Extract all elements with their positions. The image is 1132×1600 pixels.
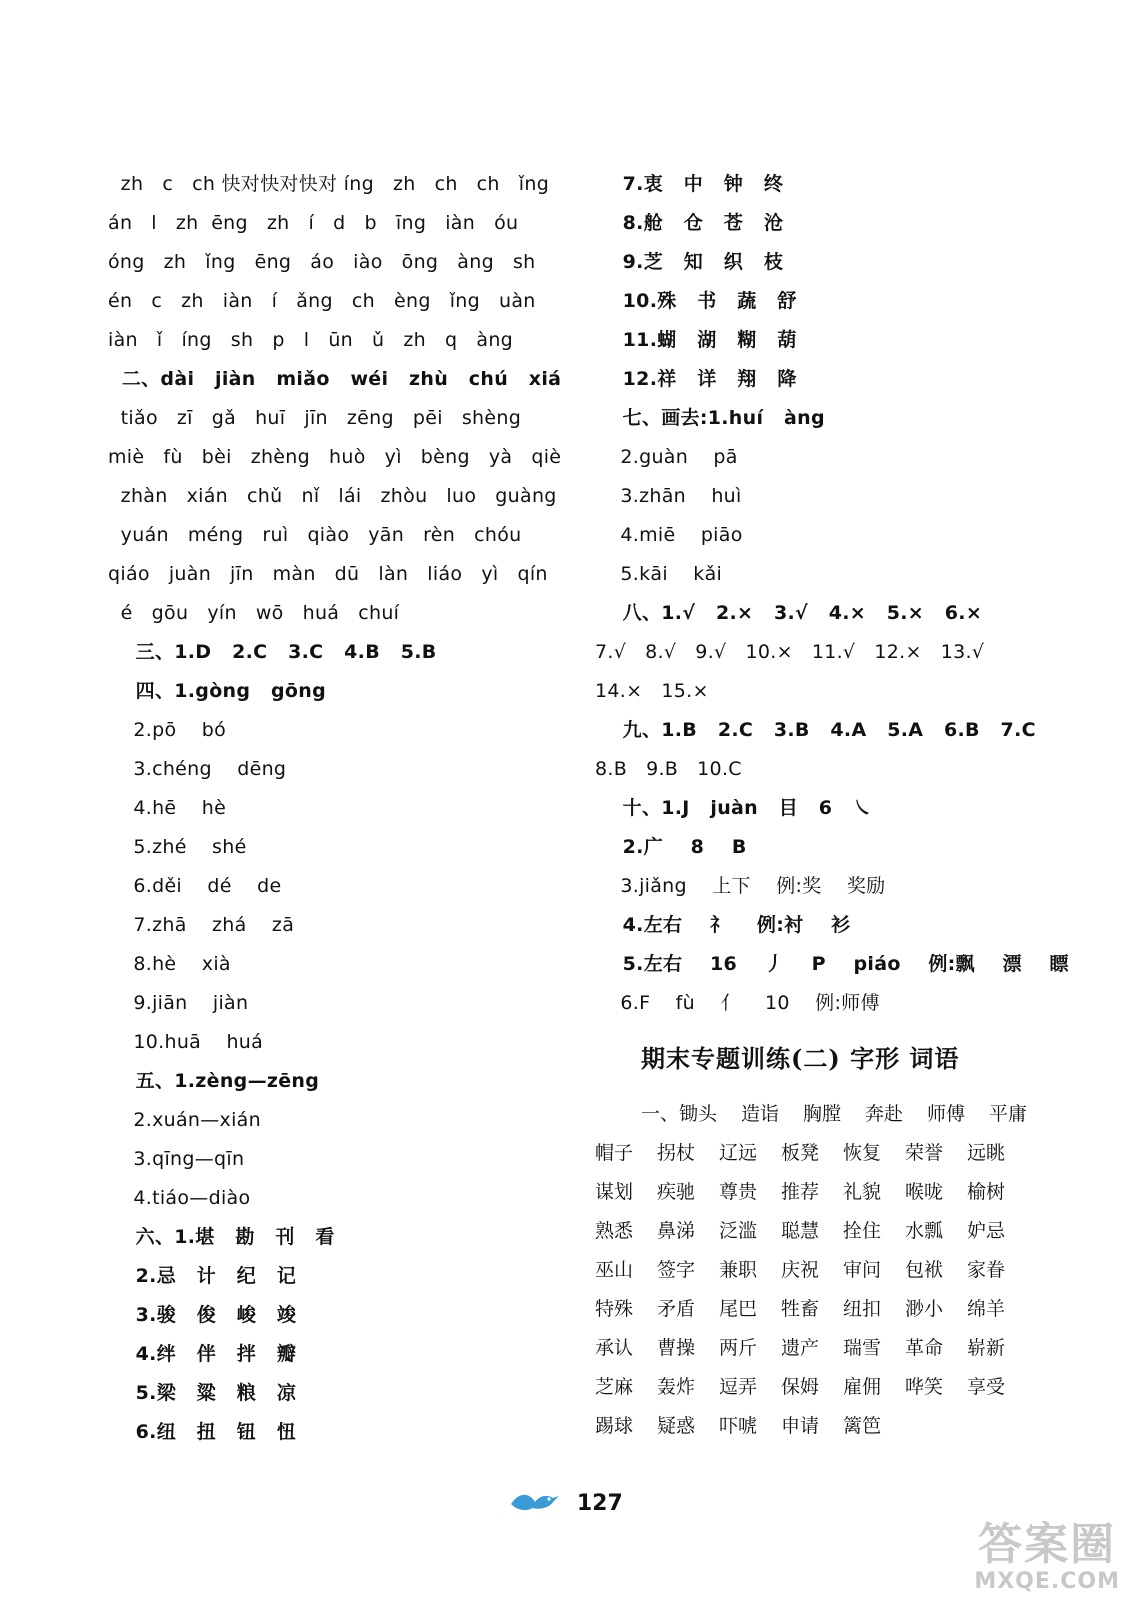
answer-line: 4.miē piāo bbox=[595, 524, 743, 546]
answer-line: zh c ch 快对快对快对 íng zh ch ch ǐng bbox=[108, 173, 550, 195]
vocab-row bbox=[595, 1329, 1025, 1368]
vocab-word: 胸膛 bbox=[803, 1103, 842, 1125]
vocab-word: 荣誉 bbox=[905, 1142, 944, 1164]
vocab-word: 渺小 bbox=[905, 1298, 944, 1320]
vocab-row bbox=[595, 1368, 1025, 1407]
vocab-word: 芝麻 bbox=[595, 1376, 634, 1398]
vocab-word: 瑞雪 bbox=[843, 1337, 882, 1359]
answer-line: 4.左右 礻 例:衬 衫 bbox=[595, 914, 851, 936]
bird-logo-icon bbox=[509, 1488, 561, 1520]
answer-line: 5.左右 16 丿 P piáo 例:飘 漂 瞟 bbox=[595, 953, 1069, 975]
vocab-word: 奔赴 bbox=[865, 1103, 904, 1125]
vocab-word: 遗产 bbox=[781, 1337, 820, 1359]
vocab-word: 谋划 bbox=[595, 1181, 634, 1203]
vocab-word: 审问 bbox=[843, 1259, 882, 1281]
vocab-word: 庆祝 bbox=[781, 1259, 820, 1281]
answer-line: 4.绊 伴 拌 瓣 bbox=[108, 1343, 297, 1365]
vocab-word: 曹操 bbox=[657, 1337, 696, 1359]
answer-line: 6.纽 扭 钮 忸 bbox=[108, 1421, 297, 1443]
answer-line: 14.× 15.× bbox=[595, 680, 709, 702]
vocab-word: 吓唬 bbox=[719, 1415, 758, 1437]
answer-line: 八、1.√ 2.× 3.√ 4.× 5.× 6.× bbox=[595, 602, 983, 624]
answer-line: 5.kāi kǎi bbox=[595, 563, 723, 585]
vocab-word: 恢复 bbox=[843, 1142, 882, 1164]
vocab-word: 签字 bbox=[657, 1259, 696, 1281]
vocab-word: 远眺 bbox=[967, 1142, 1006, 1164]
answer-line: qiáo juàn jīn màn dū làn liáo yì qín bbox=[108, 563, 548, 585]
answer-line: 九、1.B 2.C 3.B 4.A 5.A 6.B 7.C bbox=[595, 719, 1036, 741]
answer-line: án l zh ēng zh í d b īng iàn óu bbox=[108, 212, 519, 234]
answer-line: 10.殊 书 蔬 舒 bbox=[595, 290, 797, 312]
answer-line: yuán méng ruì qiào yān rèn chóu bbox=[108, 524, 522, 546]
vocab-word: 享受 bbox=[967, 1376, 1006, 1398]
answer-line: 9.芝 知 织 枝 bbox=[595, 251, 784, 273]
answer-line: 七、画去:1.huí àng bbox=[595, 407, 825, 429]
vocab-word: 尾巴 bbox=[719, 1298, 758, 1320]
watermark-text-bottom: MXQE.COM bbox=[974, 1569, 1120, 1594]
vocab-word: 推荐 bbox=[781, 1181, 820, 1203]
page-footer bbox=[0, 1488, 1132, 1520]
vocab-word: 承认 bbox=[595, 1337, 634, 1359]
vocab-word: 礼貌 bbox=[843, 1181, 882, 1203]
watermark-text-top: 答案圈 bbox=[978, 1519, 1117, 1570]
vocab-word: 熟悉 bbox=[595, 1220, 634, 1242]
answer-line: 3.chéng dēng bbox=[108, 758, 287, 780]
answer-line: 十、1.J juàn 目 6 ㇏ bbox=[595, 797, 873, 819]
vocab-word: 包袱 bbox=[905, 1259, 944, 1281]
vocab-word: 平庸 bbox=[989, 1103, 1028, 1125]
vocab-row bbox=[595, 1173, 1025, 1212]
vocab-word: 辽远 bbox=[719, 1142, 758, 1164]
vocab-word: 申请 bbox=[781, 1415, 820, 1437]
answer-line: 五、1.zèng—zēng bbox=[108, 1070, 320, 1092]
vocab-intro: 一、 bbox=[641, 1103, 680, 1125]
vocab-word: 革命 bbox=[905, 1337, 944, 1359]
answer-line: 3.jiǎng 上下 例:奖 奖励 bbox=[595, 875, 886, 897]
vocab-row bbox=[595, 1212, 1025, 1251]
answer-line: 三、1.D 2.C 3.C 4.B 5.B bbox=[108, 641, 437, 663]
vocab-word: 喉咙 bbox=[905, 1181, 944, 1203]
vocab-word: 尊贵 bbox=[719, 1181, 758, 1203]
vocab-word: 两斤 bbox=[719, 1337, 758, 1359]
answer-line: 6.F fù 亻 10 例:师傅 bbox=[595, 992, 880, 1014]
vocab-word: 泛滥 bbox=[719, 1220, 758, 1242]
vocab-word: 雇佣 bbox=[843, 1376, 882, 1398]
vocab-word: 家眷 bbox=[967, 1259, 1006, 1281]
answer-line: 四、1.gòng gōng bbox=[108, 680, 327, 702]
vocab-word: 特殊 bbox=[595, 1298, 634, 1320]
answer-line: 4.tiáo—diào bbox=[108, 1187, 251, 1209]
vocab-word: 矛盾 bbox=[657, 1298, 696, 1320]
answer-line: 8.舱 仓 苍 沧 bbox=[595, 212, 784, 234]
answer-line: 3.zhān huì bbox=[595, 485, 742, 507]
vocab-word: 保姆 bbox=[781, 1376, 820, 1398]
vocab-word: 逗弄 bbox=[719, 1376, 758, 1398]
vocab-word: 造诣 bbox=[741, 1103, 780, 1125]
answer-line: 8.B 9.B 10.C bbox=[595, 758, 742, 780]
answer-line: iàn ǐ íng sh p l ūn ǔ zh q àng bbox=[108, 329, 514, 351]
page-number: 127 bbox=[576, 1491, 623, 1516]
answer-line: én c zh iàn í ǎng ch èng ǐng uàn bbox=[108, 290, 536, 312]
answer-line: 8.hè xià bbox=[108, 953, 231, 975]
vocab-row bbox=[595, 1407, 1025, 1446]
answer-line: 2.guàn pā bbox=[595, 446, 738, 468]
site-watermark bbox=[974, 1521, 1120, 1594]
vocab-word: 板凳 bbox=[781, 1142, 820, 1164]
answer-line: óng zh ǐng ēng áo iào ōng àng sh bbox=[108, 251, 536, 273]
vocab-word: 聪慧 bbox=[781, 1220, 820, 1242]
answer-line: tiǎo zī gǎ huī jīn zēng pēi shèng bbox=[108, 407, 522, 429]
answer-line: 7.√ 8.√ 9.√ 10.× 11.√ 12.× 13.√ bbox=[595, 641, 985, 663]
answer-line: 6.děi dé de bbox=[108, 875, 282, 897]
vocab-row bbox=[595, 1095, 1028, 1134]
answer-line: 4.hē hè bbox=[108, 797, 227, 819]
right-column bbox=[595, 165, 1069, 1446]
vocab-row bbox=[595, 1134, 1025, 1173]
answer-line: 9.jiān jiàn bbox=[108, 992, 249, 1014]
vocab-word: 绵羊 bbox=[967, 1298, 1006, 1320]
answer-line: 二、dài jiàn miǎo wéi zhù chú xiá bbox=[108, 368, 562, 390]
answer-line: 2.pō bó bbox=[108, 719, 227, 741]
vocab-word: 崭新 bbox=[967, 1337, 1006, 1359]
answer-line: 11.蝴 湖 糊 葫 bbox=[595, 329, 797, 351]
section-heading: 期末专题训练(二) 字形 词语 bbox=[641, 1044, 960, 1073]
answer-line: é gōu yín wō huá chuí bbox=[108, 602, 400, 624]
vocab-word: 踢球 bbox=[595, 1415, 634, 1437]
answer-line: 12.祥 详 翔 降 bbox=[595, 368, 797, 390]
answer-line: 7.衷 中 钟 终 bbox=[595, 173, 784, 195]
vocab-word: 哗笑 bbox=[905, 1376, 944, 1398]
vocab-word: 疾驰 bbox=[657, 1181, 696, 1203]
answer-line: 3.骏 俊 峻 竣 bbox=[108, 1304, 297, 1326]
vocab-word: 兼职 bbox=[719, 1259, 758, 1281]
answer-line: 5.梁 粱 粮 凉 bbox=[108, 1382, 297, 1404]
vocab-word: 榆树 bbox=[967, 1181, 1006, 1203]
vocab-word: 拴住 bbox=[843, 1220, 882, 1242]
vocab-word: 帽子 bbox=[595, 1142, 634, 1164]
vocab-word: 鼻涕 bbox=[657, 1220, 696, 1242]
right-answer-lines bbox=[595, 165, 1069, 1023]
answer-line: miè fù bèi zhèng huò yì bèng yà qiè bbox=[108, 446, 562, 468]
vocab-word: 疑惑 bbox=[657, 1415, 696, 1437]
answer-line: 2.忌 计 纪 记 bbox=[108, 1265, 297, 1287]
answer-line: 2.广 8 B bbox=[595, 836, 747, 858]
vocab-word: 牲畜 bbox=[781, 1298, 820, 1320]
answer-line: 2.xuán—xián bbox=[108, 1109, 261, 1131]
vocab-word: 轰炸 bbox=[657, 1376, 696, 1398]
answer-line: 5.zhé shé bbox=[108, 836, 247, 858]
vocab-word: 师傅 bbox=[927, 1103, 966, 1125]
vocab-word: 纽扣 bbox=[843, 1298, 882, 1320]
answer-line: zhàn xián chǔ nǐ lái zhòu luo guàng bbox=[108, 485, 557, 507]
vocab-word: 锄头 bbox=[679, 1103, 718, 1125]
left-column bbox=[108, 165, 578, 1452]
answer-line: 7.zhā zhá zā bbox=[108, 914, 295, 936]
vocab-row bbox=[595, 1290, 1025, 1329]
vocab-word: 巫山 bbox=[595, 1259, 634, 1281]
vocab-table bbox=[595, 1095, 1028, 1446]
answer-line: 3.qīng—qīn bbox=[108, 1148, 245, 1170]
vocab-row bbox=[595, 1251, 1025, 1290]
vocab-word: 水瓢 bbox=[905, 1220, 944, 1242]
vocab-word: 妒忌 bbox=[967, 1220, 1006, 1242]
vocab-word: 拐杖 bbox=[657, 1142, 696, 1164]
answer-line: 六、1.堪 勘 刊 看 bbox=[108, 1226, 335, 1248]
answer-line: 10.huā huá bbox=[108, 1031, 264, 1053]
vocab-word: 篱笆 bbox=[843, 1415, 882, 1437]
